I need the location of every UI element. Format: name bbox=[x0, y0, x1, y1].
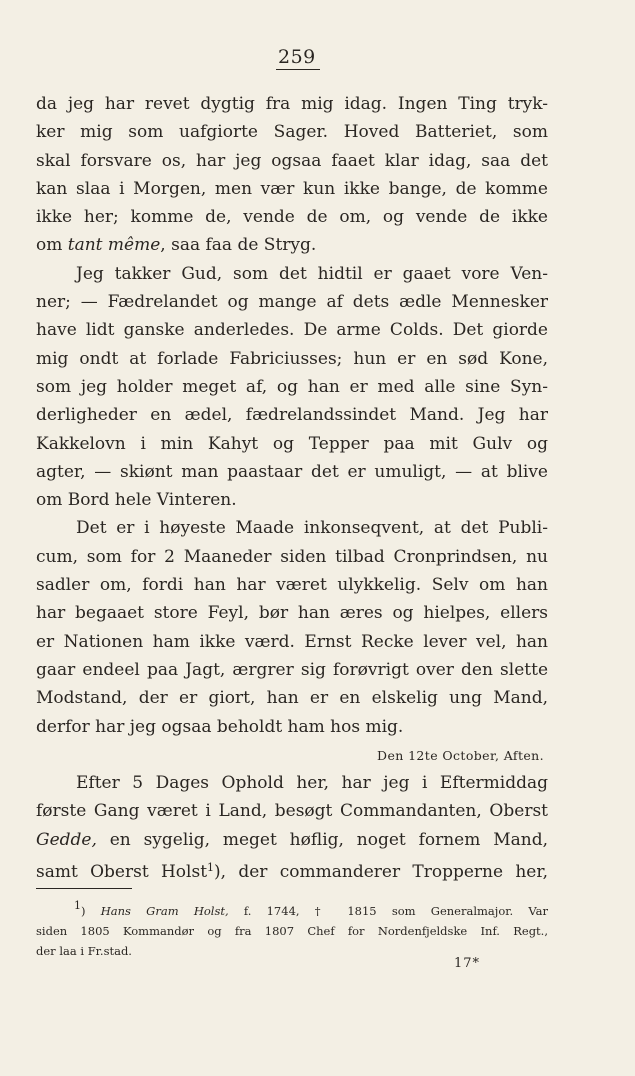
text-segment: f. 1744, † 1815 som Generalmajor. Var bbox=[228, 904, 548, 918]
text-line: ker mig som uafgiorte Sager. Hoved Batteriet, som bbox=[36, 122, 548, 143]
text-line: Kakkelovn i min Kahyt og Tepper paa mit Gulv og bbox=[36, 433, 548, 454]
text-line: mig ondt at forlade Fabriciusses; hun er en sød Kone, bbox=[36, 348, 548, 369]
text-line: cum, som for 2 Maaneder siden tilbad Cronprindsen, nu bbox=[36, 546, 548, 567]
dateline: Den 12te October, Aften. bbox=[377, 747, 544, 763]
paragraph-first-line: Jeg takker Gud, som det hidtil er gaaet vore Ven- bbox=[76, 263, 548, 284]
text-line: har begaaet store Feyl, bør han æres og hielpes, ellers bbox=[36, 603, 548, 624]
footnote-reference: 1 bbox=[207, 861, 215, 875]
text-line: derligheder en ædel, fædrelandssindet Mand. Jeg har bbox=[36, 405, 548, 426]
text-segment: ), der commanderer Tropperne her, bbox=[214, 862, 549, 883]
footnote-line bbox=[36, 896, 548, 921]
text-segment: , saa faa de Stryg. bbox=[160, 235, 317, 256]
text-line: have lidt ganske anderledes. De arme Colds. Det giorde bbox=[36, 320, 548, 341]
footnote-marker: 1 bbox=[74, 899, 81, 912]
text-line: om Bord hele Vinteren. bbox=[36, 490, 237, 511]
text-line bbox=[36, 826, 548, 854]
paragraph-first-line: Det er i høyeste Maade inkonseqvent, at det Publi- bbox=[76, 518, 548, 539]
text-line bbox=[36, 231, 548, 259]
footnote-divider bbox=[36, 888, 132, 889]
text-segment: om bbox=[36, 235, 68, 256]
text-line: ikke her; komme de, vende de om, og vende de ikke bbox=[36, 207, 548, 228]
text-line: første Gang været i Land, besøgt Commandanten, Oberst bbox=[36, 801, 548, 822]
footnote-line: siden 1805 Kommandør og fra 1807 Chef for Nordenfjeldske Inf. Regt., bbox=[36, 924, 548, 938]
signature-mark: 17* bbox=[454, 956, 481, 971]
footnote-marker-paren: ) bbox=[81, 904, 86, 918]
footnote-line: der laa i Fr.stad. bbox=[36, 944, 132, 958]
text-line: agter, — skiønt man paastaar det er umuligt, — at blive bbox=[36, 461, 548, 482]
text-line: som jeg holder meget af, og han er med alle sine Syn- bbox=[36, 376, 548, 397]
text-line: er Nationen ham ikke værd. Ernst Recke lever vel, han bbox=[36, 631, 548, 652]
page-number: 259 bbox=[276, 46, 320, 70]
body-text bbox=[36, 90, 548, 882]
footnote-name: Hans Gram Holst, bbox=[100, 904, 229, 918]
text-line: Modstand, der er giort, han er en elskelig ung Mand, bbox=[36, 688, 548, 709]
paragraph-first-line: Efter 5 Dages Ophold her, har jeg i Eftermiddag bbox=[76, 773, 548, 794]
text-segment: samt Oberst Holst bbox=[36, 862, 208, 883]
text-line: ner; — Fædrelandet og mange af dets ædle Mennesker bbox=[36, 292, 548, 313]
text-line bbox=[36, 854, 548, 882]
footnote bbox=[36, 896, 548, 961]
text-line: derfor har jeg ogsaa beholdt ham hos mig. bbox=[36, 716, 404, 737]
text-line: gaar endeel paa Jagt, ærgrer sig forøvrigt over den slette bbox=[36, 659, 548, 680]
text-line: da jeg har revet dygtig fra mig idag. Ingen Ting tryk- bbox=[36, 94, 548, 114]
text-line: kan slaa i Morgen, men vær kun ikke bange, de komme bbox=[36, 178, 548, 199]
italic-phrase: tant même bbox=[67, 235, 161, 256]
italic-name: Gedde, bbox=[36, 829, 97, 850]
text-segment: en sygelig, meget høflig, noget fornem Mand, bbox=[96, 829, 548, 850]
text-line: skal forsvare os, har jeg ogsaa faaet klar idag, saa det bbox=[36, 150, 548, 171]
text-line: sadler om, fordi han har været ulykkelig. Selv om han bbox=[36, 575, 548, 596]
